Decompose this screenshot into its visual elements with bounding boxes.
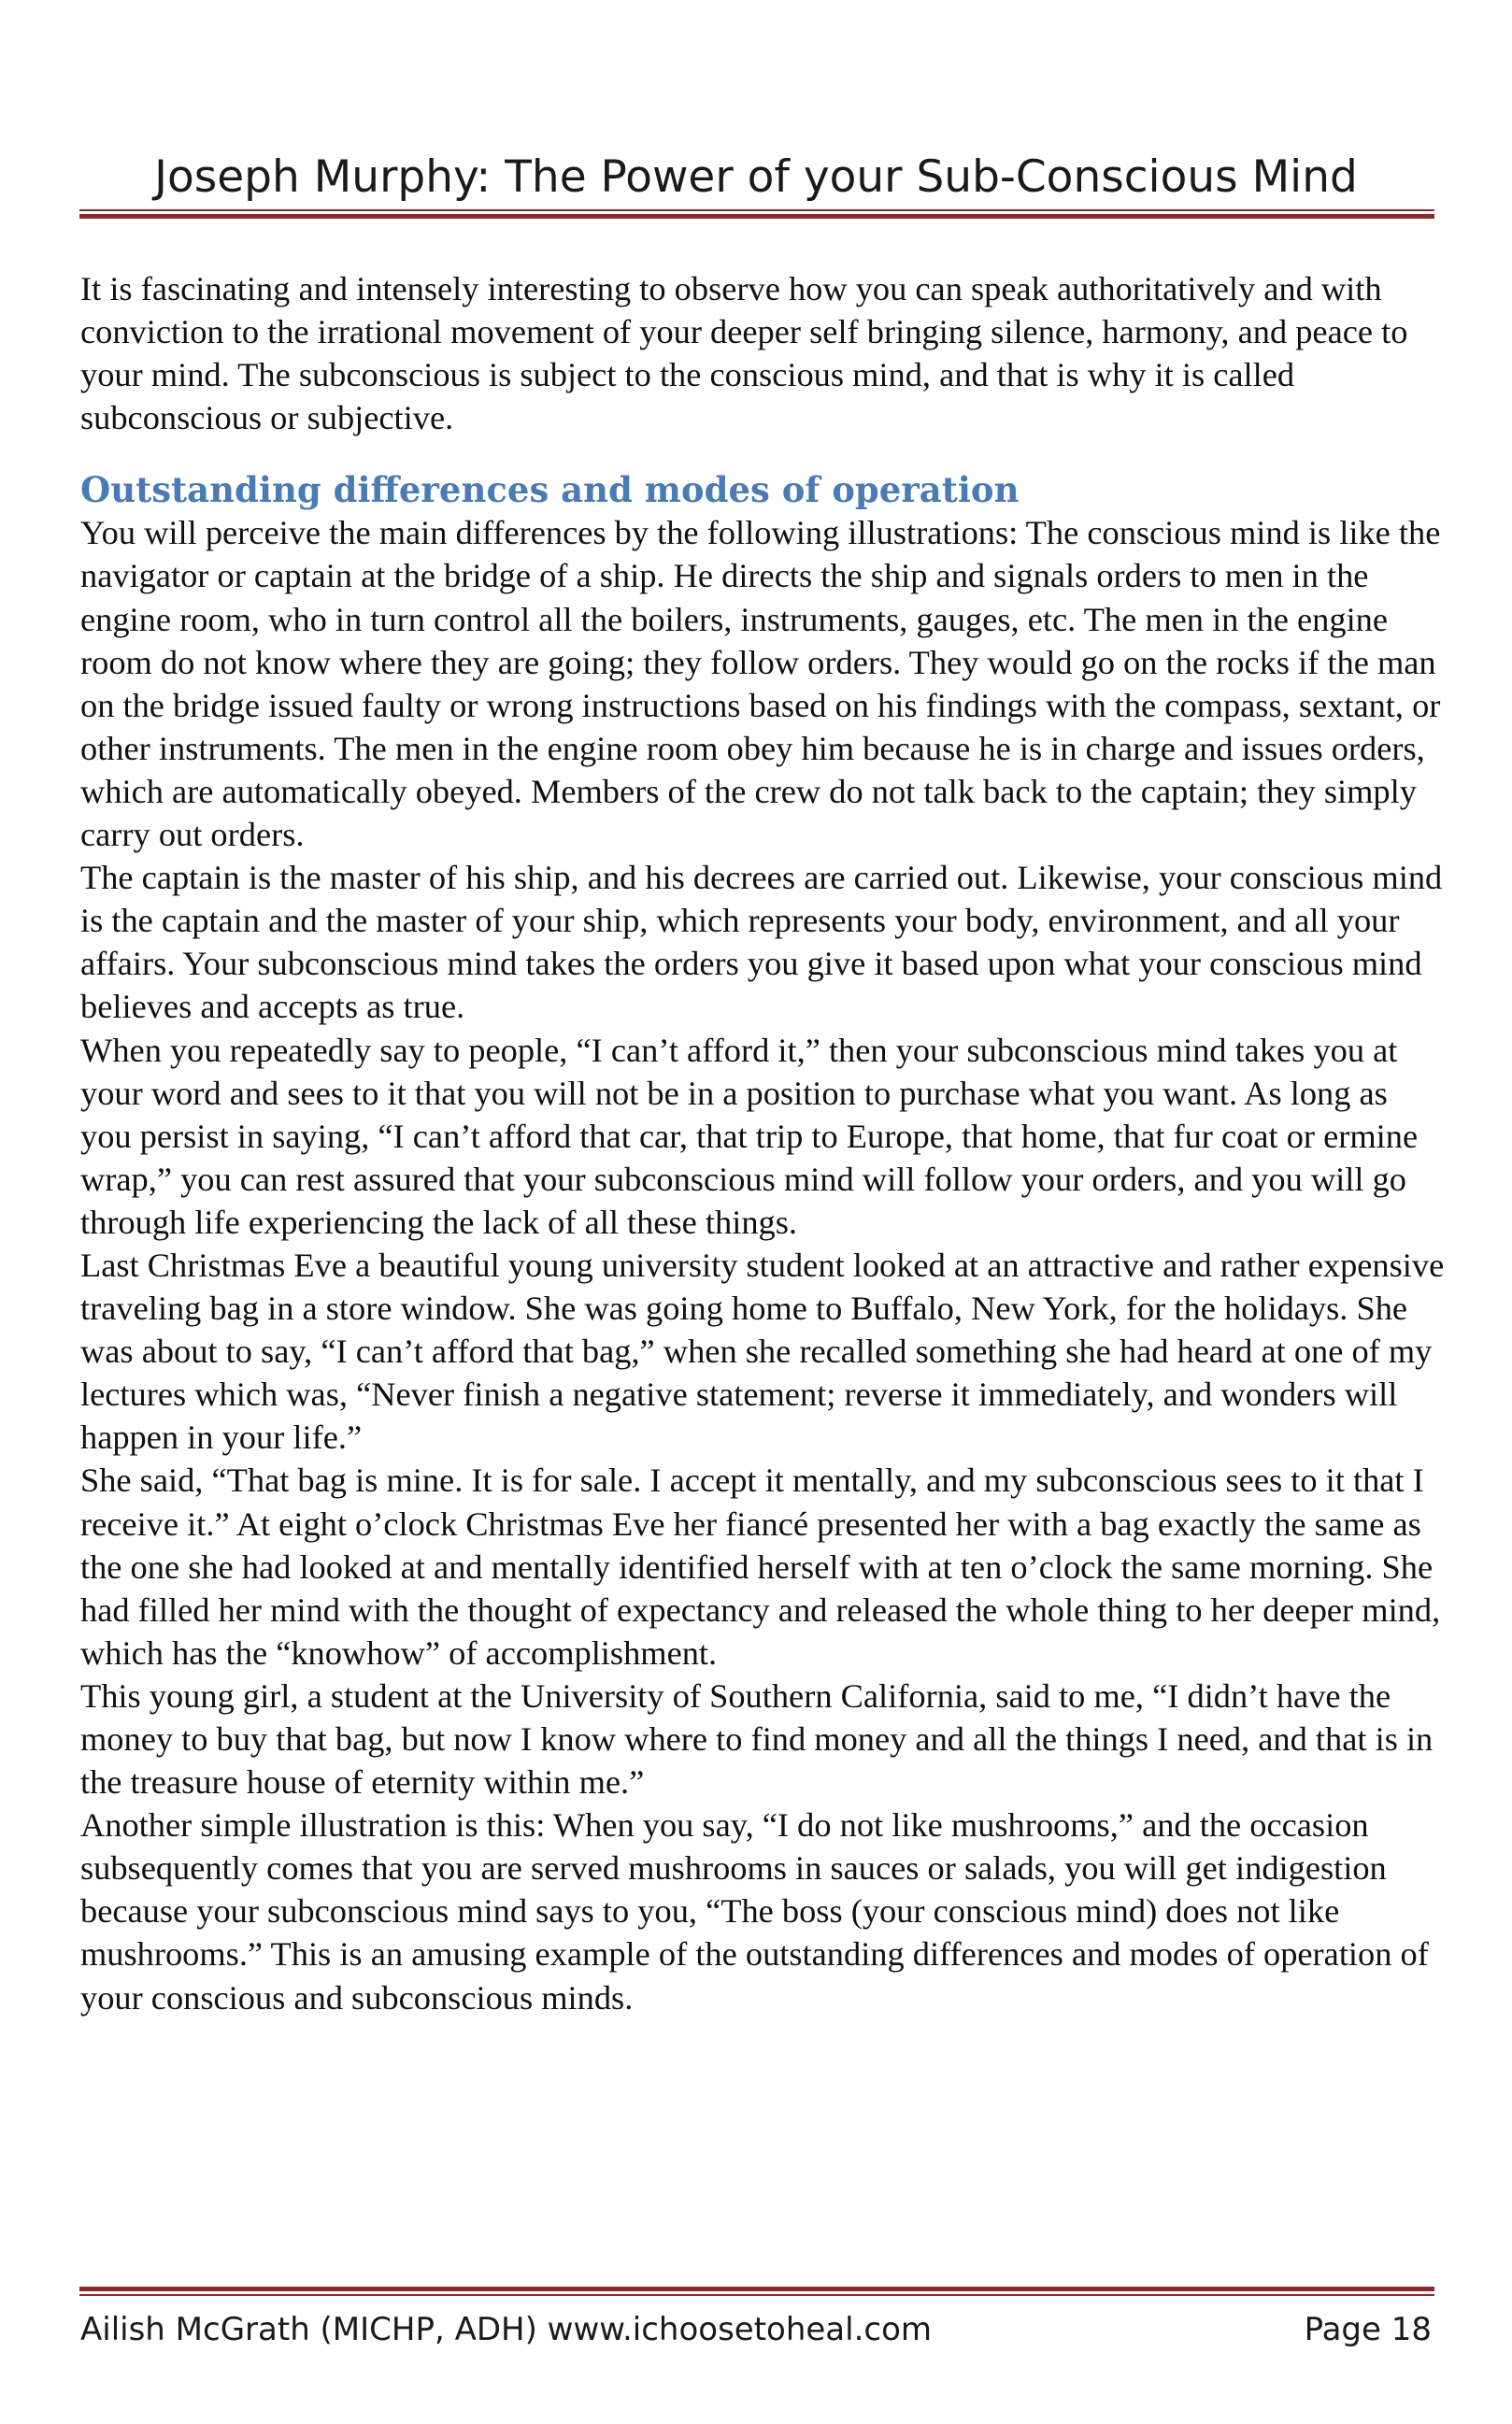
header-rule-thin xyxy=(79,209,1434,211)
paragraph: The captain is the master of his ship, and his decrees are carried out. Likewise, your conscious mind is the captain and the master of your ship, which represents your body, environment, and all your affairs. Your subconscious mind takes the orders you give it based upon what your conscious mind believes and accepts as true. xyxy=(80,859,1443,1026)
footer-author: Ailish McGrath (MICHP, ADH) www.ichoosetoheal.com xyxy=(80,2311,933,2348)
footer-rule-thin xyxy=(79,2294,1434,2296)
header-rule-thick xyxy=(79,214,1434,219)
header-title: Joseph Murphy: The Power of your Sub-Conscious Mind xyxy=(154,151,1358,203)
paragraph: Another simple illustration is this: When you say, “I do not like mushrooms,” and the occasion subsequently comes that you are served mushrooms in sauces or salads, you will get indigestion because your subconscious mind says to you, “The boss (your conscious mind) does not like mushrooms.” This is an amusing example of the outstanding differences and modes of operation of your conscious and subconscious minds. xyxy=(80,1806,1429,2017)
paragraph: When you repeatedly say to people, “I can’t afford it,” then your subconscious mind takes you at your word and sees to it that you will not be in a position to purchase what you want. As long as you persist in saying, “I can’t afford that car, that trip to Europe, that home, that fur coat or ermine wrap,” you can rest assured that your subconscious mind will follow your orders, and you will go through life experiencing the lack of all these things. xyxy=(80,1031,1419,1241)
footer-rule-thick xyxy=(79,2287,1434,2291)
intro-paragraph: It is fascinating and intensely interesting to observe how you can speak authoritatively and with conviction to the irrational movement of your deeper self bringing silence, harmony, and peace to your mind. The subconscious is subject to the conscious mind, and that is why it is called subconscious or subjective. xyxy=(80,270,1408,437)
paragraph: You will perceive the main differences by the following illustrations: The conscious mind is like the navigator or captain at the bridge of a ship. He directs the ship and signals orders to men in the engine room, who in turn control all the boilers, instruments, gauges, etc. The men in the engine room do not know where they are going; they follow orders. They would go on the rocks if the man on the bridge issued faulty or wrong instructions based on his findings with the compass, sextant, or other instruments. The men in the engine room obey him because he is in charge and issues orders, which are automatically obeyed. Members of the crew do not talk back to the captain; they simply carry out orders. xyxy=(80,514,1441,854)
paragraph: This young girl, a student at the University of Southern California, said to me, “I didn’t have the money to buy that bag, but now I know where to find money and all the things I need, and that is in the treasure house of eternity within me.” xyxy=(80,1676,1434,1802)
page-number: Page 18 xyxy=(1304,2311,1432,2348)
body-text xyxy=(80,267,1447,2019)
section-heading: Outstanding differences and modes of operation xyxy=(80,469,1020,511)
paragraph: She said, “That bag is mine. It is for sale. I accept it mentally, and my subconscious sees to it that I receive it.” At eight o’clock Christmas Eve her fiancé presented her with a bag exactly the same as the one she had looked at and mentally identified herself with at ten o’clock the same morning. She had filled her mind with the thought of expectancy and released the whole thing to her deeper mind, which has the “knowhow” of accomplishment. xyxy=(80,1462,1441,1672)
paragraph: Last Christmas Eve a beautiful young university student looked at an attractive and rather expensive traveling bag in a store window. She was going home to Buffalo, New York, for the holidays. She was about to say, “I can’t afford that bag,” when she recalled something she had heard at one of my lectures which was, “Never finish a negative statement; reverse it immediately, and wonders will happen in your life.” xyxy=(80,1246,1445,1457)
